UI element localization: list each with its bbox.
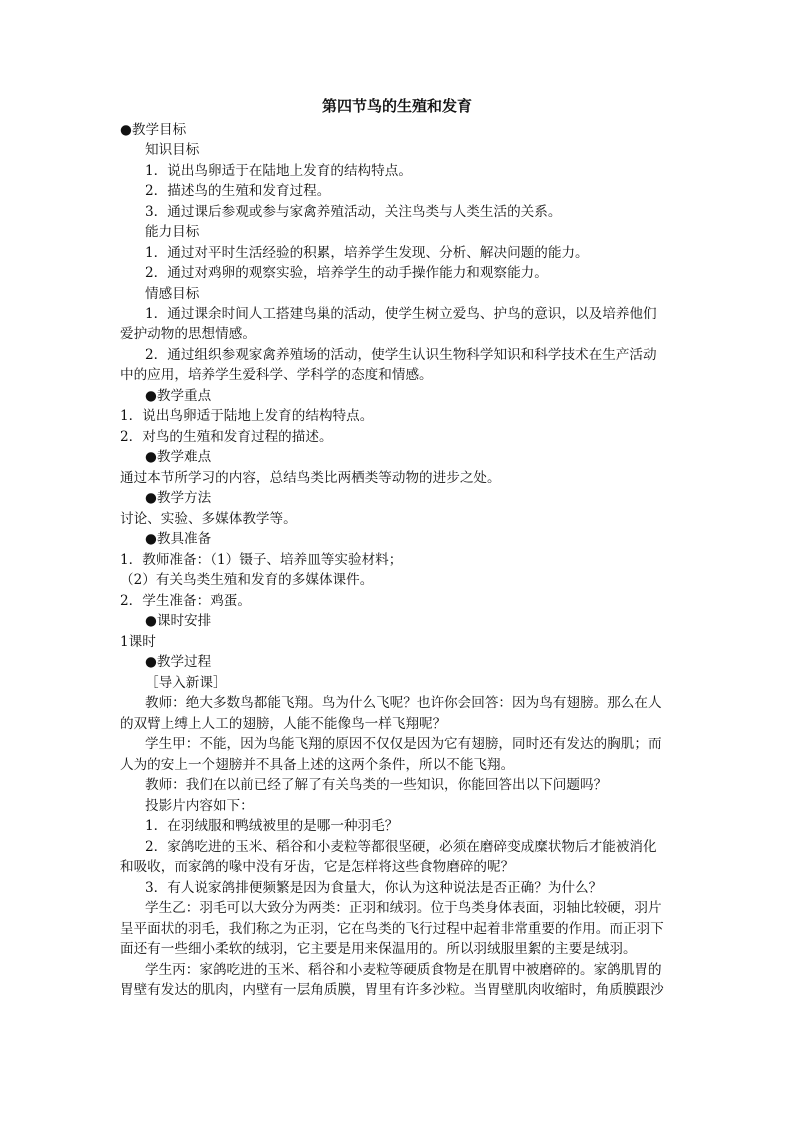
text-line: 1．通过课余时间人工搭建鸟巢的活动，使学生树立爱鸟、护鸟的意识，以及培养他们	[145, 306, 657, 322]
section-heading-key-points: ●教学重点	[145, 388, 212, 404]
section-heading-process: ●教学过程	[145, 654, 212, 670]
page-title: 第四节鸟的生殖和发育	[321, 97, 472, 115]
text-line: 面还有一些细小柔软的绒羽，它主要是用来保温用的。所以羽绒服里絮的主要是绒羽。	[120, 941, 637, 957]
section-heading-materials: ●教具准备	[145, 531, 212, 547]
text-line: 人为的安上一个翅膀并不具备上述的这两个条件，所以不能飞翔。	[120, 757, 515, 773]
text-line: 学生甲：不能，因为鸟能飞翔的原因不仅仅是因为它有翅膀，同时还有发达的胸肌；而	[145, 736, 662, 752]
text-line: 胃壁有发达的肌肉，内壁有一层角质膜，胃里有许多沙粒。当胃壁肌肉收缩时，角质膜跟沙	[120, 982, 664, 998]
subheading-ability: 能力目标	[145, 224, 200, 240]
text-line: 1课时	[120, 634, 156, 650]
text-line: 2．描述鸟的生殖和发育过程。	[145, 183, 331, 199]
text-line: 学生乙：羽毛可以大致分为两类：正羽和绒羽。位于鸟类身体表面，羽轴比较硬，羽片	[145, 900, 662, 916]
text-line: 1．在羽绒服和鸭绒被里的是哪一种羽毛？	[145, 818, 399, 834]
text-line: 3．通过课后参观或参与家禽养殖活动，关注鸟类与人类生活的关系。	[145, 204, 562, 220]
text-line: 呈平面状的羽毛，我们称之为正羽，它在鸟类的飞行过程中起着非常重要的作用。而正羽下	[120, 921, 664, 937]
text-line: 2．通过对鸡卵的观察实验，培养学生的动手操作能力和观察能力。	[145, 265, 548, 281]
text-line: 中的应用，培养学生爱科学、学科学的态度和情感。	[120, 367, 433, 383]
text-line: 1．教师准备：（1）镊子、培养皿等实验材料；	[120, 552, 403, 568]
text-line: 和吸收，而家鸽的喙中没有牙齿，它是怎样将这些食物磨碎的呢？	[120, 859, 515, 875]
section-heading-difficulties: ●教学难点	[145, 449, 212, 465]
text-line: 通过本节所学习的内容，总结鸟类比两栖类等动物的进步之处。	[120, 470, 501, 486]
text-line: 1．说出鸟卵适于陆地上发育的结构特点。	[120, 408, 374, 424]
text-line: 2．对鸟的生殖和发育过程的描述。	[120, 429, 333, 445]
text-line: 1．说出鸟卵适于在陆地上发育的结构特点。	[145, 163, 412, 179]
text-line: 投影片内容如下：	[145, 798, 254, 814]
section-heading-methods: ●教学方法	[145, 490, 212, 506]
subheading-intro: ［导入新课］	[145, 675, 227, 691]
text-line: （2）有关鸟类生殖和发育的多媒体课件。	[120, 572, 374, 588]
subheading-emotion: 情感目标	[145, 286, 200, 302]
section-heading-schedule: ●课时安排	[145, 613, 212, 629]
text-line: 2．通过组织参观家禽养殖场的活动，使学生认识生物科学知识和科学技术在生产活动	[145, 347, 657, 363]
text-line: 教师：绝大多数鸟都能飞翔。鸟为什么飞呢？也许你会回答：因为鸟有翅膀。那么在人	[145, 695, 662, 711]
text-line: 3．有人说家鸽排便频繁是因为食量大，你认为这种说法是否正确？为什么？	[145, 880, 603, 896]
text-line: 2．家鸽吃进的玉米、稻谷和小麦粒等都很坚硬，必须在磨碎变成糜状物后才能被消化	[145, 839, 657, 855]
subheading-knowledge: 知识目标	[145, 142, 200, 158]
text-line: 1．通过对平时生活经验的积累，培养学生发现、分析、解决问题的能力。	[145, 245, 589, 261]
text-line: 教师：我们在以前已经了解了有关鸟类的一些知识，你能回答出以下问题吗？	[145, 777, 608, 793]
text-line: 2．学生准备：鸡蛋。	[120, 593, 251, 609]
text-line: 的双臂上缚上人工的翅膀，人能不能像鸟一样飞翔呢？	[120, 716, 447, 732]
text-line: 学生丙：家鸽吃进的玉米、稻谷和小麦粒等硬质食物是在肌胃中被磨碎的。家鸽肌胃的	[145, 962, 662, 978]
section-heading-objectives: ●教学目标	[120, 122, 187, 138]
text-line: 讨论、实验、多媒体教学等。	[120, 511, 297, 527]
text-line: 爱护动物的思想情感。	[120, 326, 256, 342]
